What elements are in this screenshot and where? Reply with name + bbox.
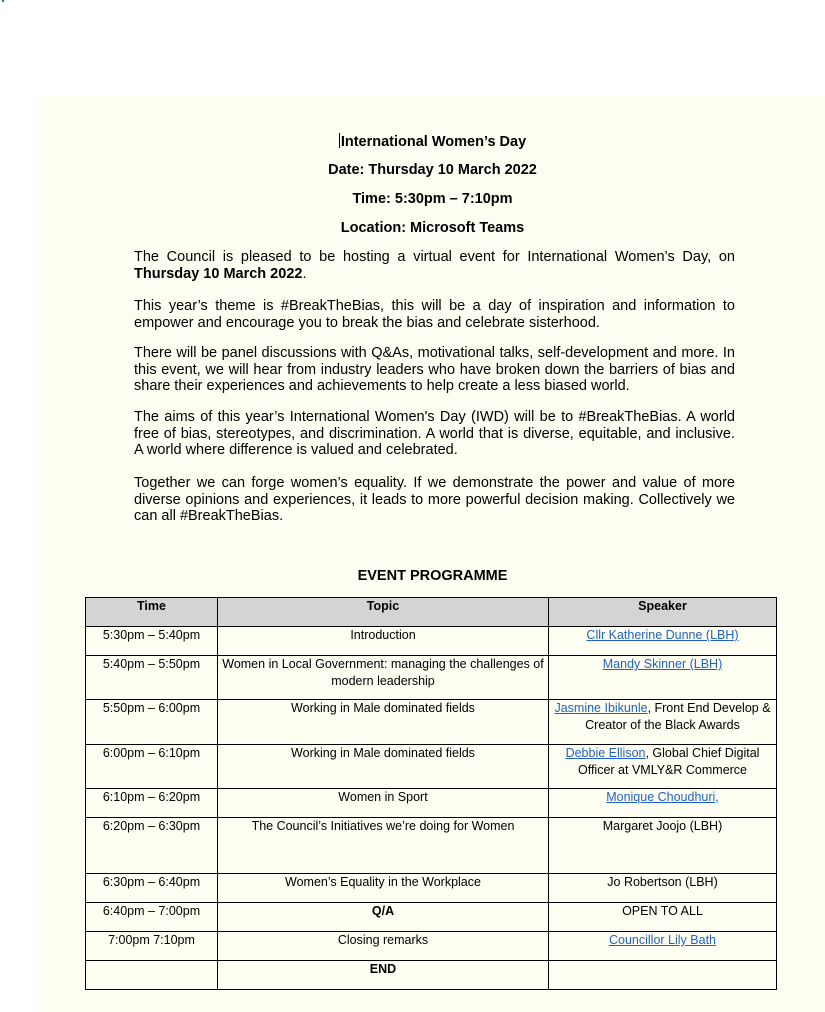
row-speaker <box>549 700 777 745</box>
intro-paragraph-2: This year’s theme is #BreakTheBias, this will be a day of inspiration and information to empower and encourage you to break the bias and celebrate sisterhood. <box>134 298 735 331</box>
row-speaker <box>549 627 777 656</box>
table-row <box>86 932 777 961</box>
row-topic: Working in Male dominated fields <box>218 700 549 745</box>
row-time: 5:30pm – 5:40pm <box>86 627 218 656</box>
row-speaker: Jo Robertson (LBH) <box>549 874 777 903</box>
table-row <box>86 745 777 789</box>
row-time: 6:00pm – 6:10pm <box>86 745 218 789</box>
table-row <box>86 627 777 656</box>
intro-paragraph-3: There will be panel discussions with Q&As, motivational talks, self-development and more. In this event, we will hear from industry leaders who have broken down the barriers of bias and share their experiences and achievements to help create a less biased world. <box>134 345 735 394</box>
table-row <box>86 874 777 903</box>
programme-title: EVENT PROGRAMME <box>357 568 508 584</box>
speaker-link[interactable]: Debbie Ellison <box>565 746 646 760</box>
intro-paragraph-4: The aims of this year’s International Women's Day (IWD) will be to #BreakTheBias. A world free of bias, stereotypes, and discrimination. A world that is diverse, equitable, and inclusive. A world where difference is valued and celebrated. <box>134 409 735 458</box>
row-topic: Q/A <box>218 903 549 932</box>
intro-p1-end: . <box>302 265 307 282</box>
table-header-row <box>86 598 777 627</box>
speaker-link[interactable]: Monique Choudhuri, <box>606 790 719 804</box>
speaker-link[interactable]: Mandy Skinner (LBH) <box>602 657 723 671</box>
speaker-description: , Front End Develop & Creator of the Black Awards <box>585 701 771 732</box>
row-speaker <box>549 789 777 818</box>
row-time <box>86 961 218 990</box>
intro-paragraph-5: Together we can forge women’s equality. If we demonstrate the power and value of more diverse opinions and experiences, it leads to more powerful decision making. Collectively we can all #BreakTheBias. <box>134 475 735 524</box>
row-topic: Closing remarks <box>218 932 549 961</box>
row-speaker <box>549 932 777 961</box>
row-time: 5:50pm – 6:00pm <box>86 700 218 745</box>
header-speaker: Speaker <box>549 598 777 627</box>
row-topic: END <box>218 961 549 990</box>
table-row <box>86 700 777 745</box>
row-speaker: OPEN TO ALL <box>549 903 777 932</box>
header-time: Time <box>86 598 218 627</box>
speaker-link[interactable]: Cllr Katherine Dunne (LBH) <box>586 628 739 642</box>
row-topic: Women in Local Government: managing the challenges of modern leadership <box>218 656 549 700</box>
row-speaker <box>549 961 777 990</box>
table-row <box>86 903 777 932</box>
row-time: 6:30pm – 6:40pm <box>86 874 218 903</box>
table-row <box>86 789 777 818</box>
event-title-text: International Women’s Day <box>340 134 527 150</box>
row-time: 6:40pm – 7:00pm <box>86 903 218 932</box>
row-time: 5:40pm – 5:50pm <box>86 656 218 700</box>
event-date: Date: Thursday 10 March 2022 <box>328 162 537 178</box>
corner-marker <box>2 0 4 2</box>
event-time: Time: 5:30pm – 7:10pm <box>352 191 513 207</box>
row-speaker <box>549 656 777 700</box>
row-time: 6:20pm – 6:30pm <box>86 818 218 874</box>
programme-table <box>85 597 777 990</box>
speaker-link[interactable]: Jasmine Ibikunle <box>554 701 648 715</box>
text-cursor <box>339 133 340 148</box>
table-row <box>86 818 777 874</box>
speaker-description: , Global Chief Digital Officer at VMLY&R Commerce <box>577 746 760 777</box>
intro-p1-text: The Council is pleased to be hosting a virtual event for International Women’s Day, on <box>134 249 735 265</box>
event-location: Location: Microsoft Teams <box>340 220 525 236</box>
table-row <box>86 961 777 990</box>
row-speaker <box>549 745 777 789</box>
intro-p1-date: Thursday 10 March 2022 <box>134 265 303 282</box>
header-topic: Topic <box>218 598 549 627</box>
row-time: 6:10pm – 6:20pm <box>86 789 218 818</box>
row-speaker: Margaret Joojo (LBH) <box>549 818 777 874</box>
document-page <box>40 95 825 1012</box>
speaker-link[interactable]: Councillor Lily Bath <box>609 933 716 947</box>
row-topic: Women’s Equality in the Workplace <box>218 874 549 903</box>
row-time: 7:00pm 7:10pm <box>86 932 218 961</box>
row-topic: The Council’s Initiatives we’re doing for Women <box>218 818 549 874</box>
row-topic: Working in Male dominated fields <box>218 745 549 789</box>
table-row <box>86 656 777 700</box>
event-title <box>40 133 825 151</box>
row-topic: Women in Sport <box>218 789 549 818</box>
intro-paragraph-1 <box>134 249 735 282</box>
row-topic: Introduction <box>218 627 549 656</box>
